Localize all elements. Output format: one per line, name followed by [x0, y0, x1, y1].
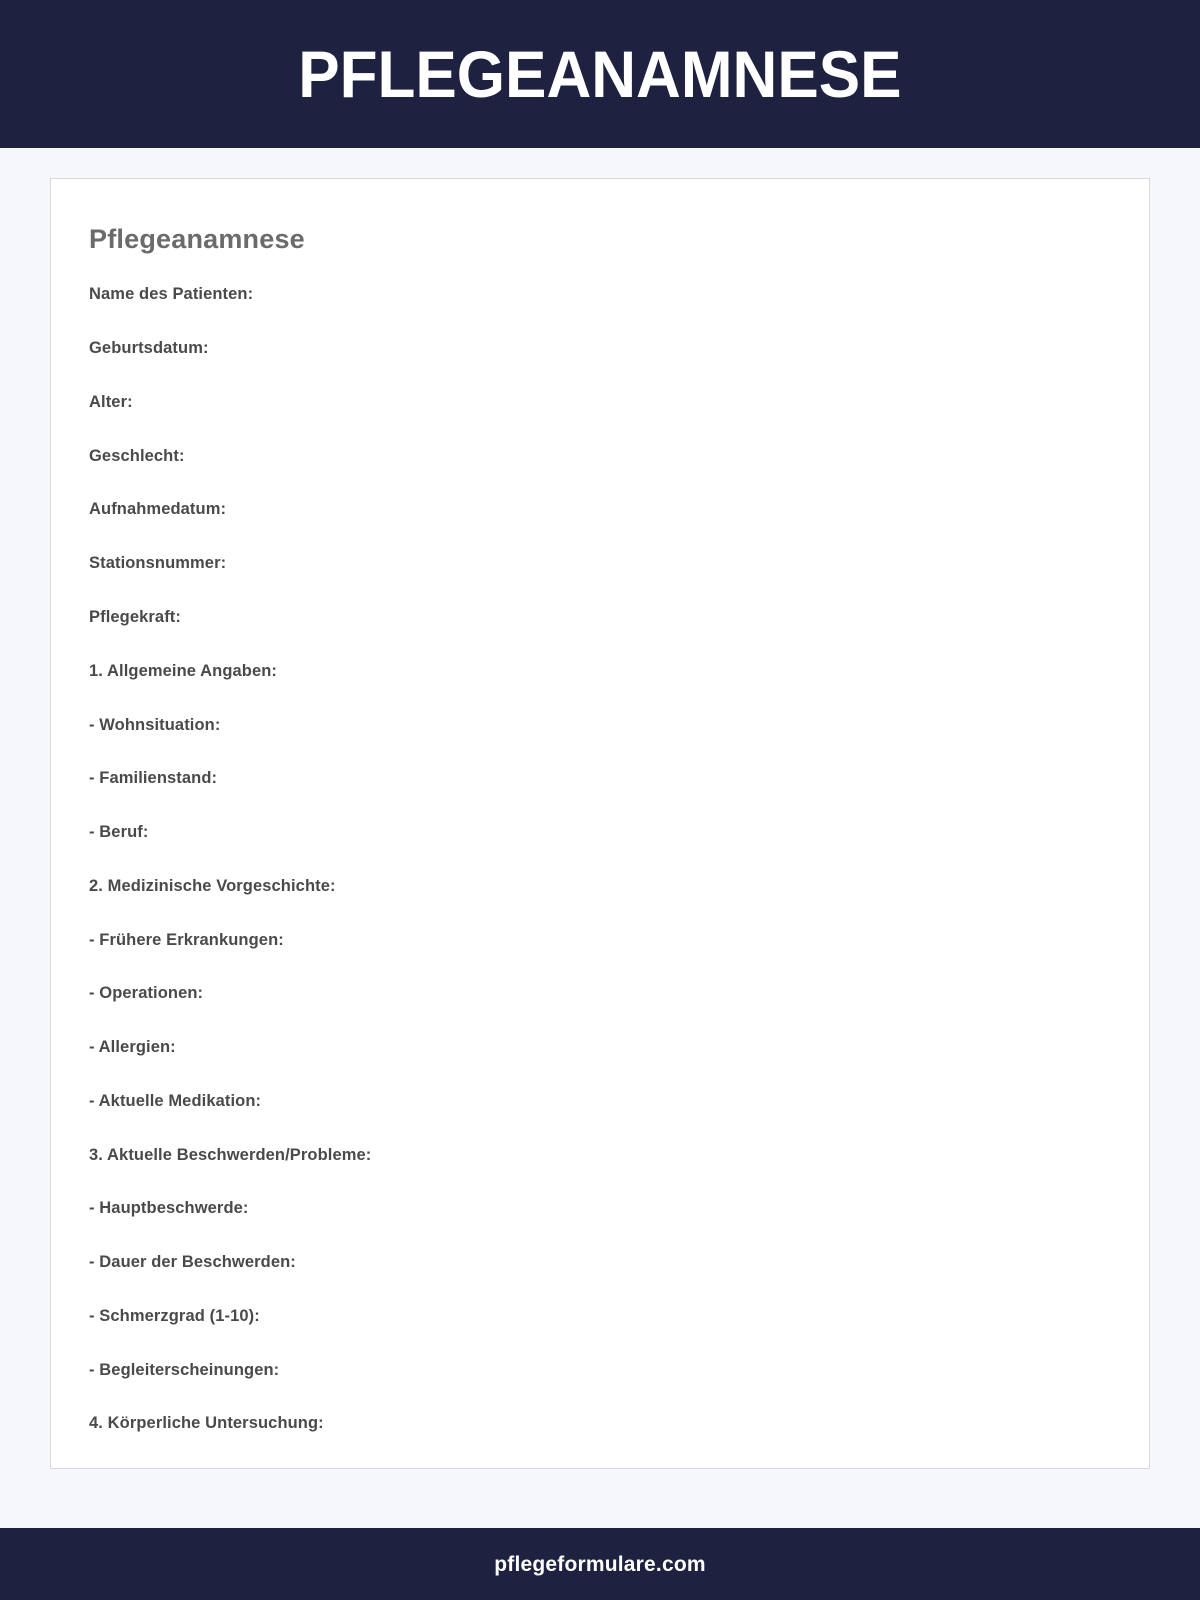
- main-content-area: [0, 148, 1200, 1528]
- form-line-field: Stationsnummer:: [89, 554, 227, 573]
- form-line-sub-field: - Familienstand:: [89, 769, 218, 788]
- form-line-sub-field: - Frühere Erkrankungen:: [89, 930, 284, 949]
- form-line-section-heading: 1. Allgemeine Angaben:: [89, 661, 278, 680]
- form-line-sub-field: - Operationen:: [89, 984, 204, 1003]
- form-line-sub-field: - Schmerzgrad (1-10):: [89, 1306, 260, 1325]
- form-line-sub-field: - Beruf:: [89, 823, 149, 842]
- form-line-section-heading: 2. Medizinische Vorgeschichte:: [89, 876, 336, 895]
- form-line-field: Name des Patienten:: [89, 285, 254, 304]
- form-line-sub-field: - Begleiterscheinungen:: [89, 1360, 280, 1379]
- form-card: [50, 178, 1150, 1469]
- form-line-sub-field: - Allergien:: [89, 1038, 176, 1057]
- form-line-sub-field: - Aktuelle Medikation:: [89, 1091, 262, 1110]
- form-card-title: Pflegeanamnese: [89, 224, 305, 254]
- form-line-sub-field: - Dauer der Beschwerden:: [89, 1253, 296, 1272]
- form-line-section-heading: 3. Aktuelle Beschwerden/Probleme:: [89, 1145, 372, 1164]
- form-field-list: [89, 283, 1111, 1434]
- form-line-field: Aufnahmedatum:: [89, 500, 227, 519]
- layout-spacer: [50, 1469, 1150, 1528]
- form-line-field: Geschlecht:: [89, 446, 185, 465]
- form-line-field: Alter:: [89, 392, 133, 411]
- form-line-sub-field: - Wohnsituation:: [89, 715, 221, 734]
- footer-site-name: pflegeformulare.com: [494, 1552, 706, 1576]
- form-line-field: Pflegekraft:: [89, 607, 181, 626]
- page-title: PFLEGEANAMNESE: [298, 37, 902, 111]
- page-footer: [0, 1528, 1200, 1600]
- form-line-section-heading: 4. Körperliche Untersuchung:: [89, 1414, 324, 1433]
- form-line-sub-field: - Hauptbeschwerde:: [89, 1199, 249, 1218]
- page-header: [0, 0, 1200, 148]
- form-line-field: Geburtsdatum:: [89, 339, 209, 358]
